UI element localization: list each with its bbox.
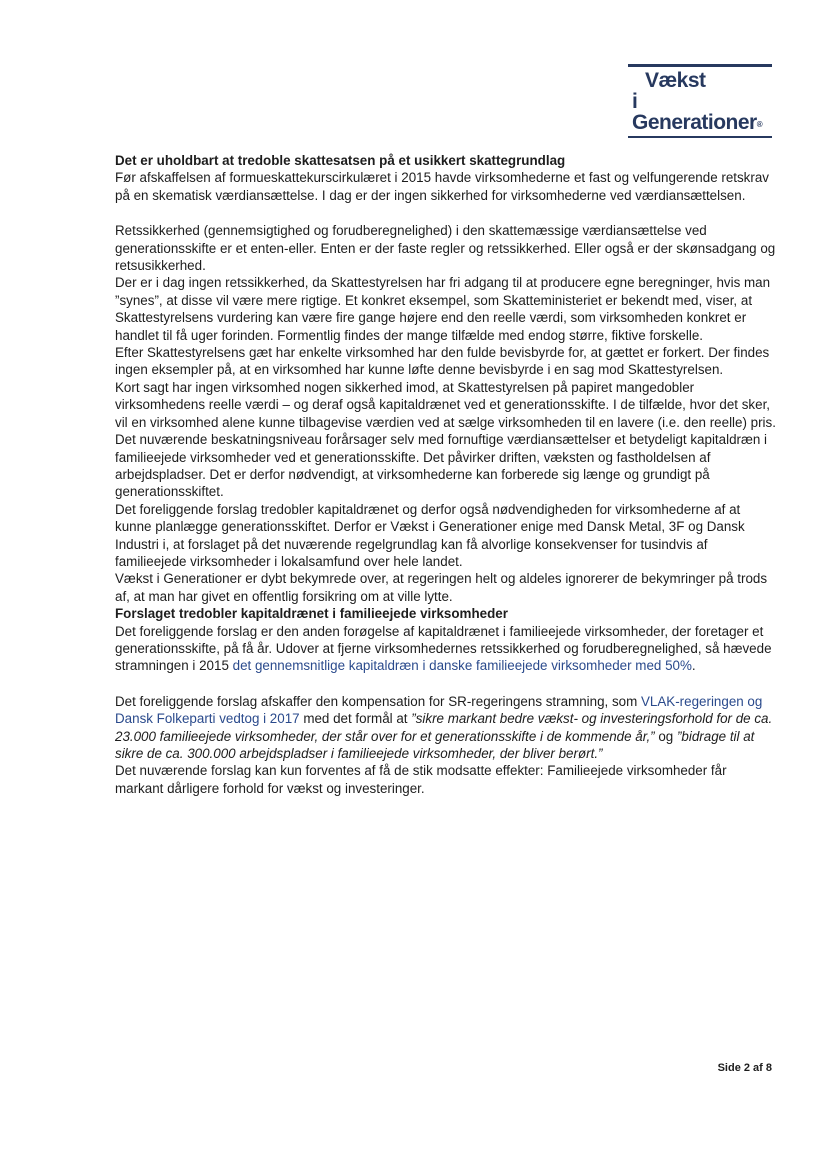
section-1-paragraph-8: Vækst i Generationer er dybt bekymrede over, at regeringen helt og aldeles ignorerer de bekymringer på trods af, at man har givet en offentlig forsikring om at ville lytte.: [115, 571, 768, 604]
section-1-paragraph-5: Kort sagt har ingen virksomhed nogen sikkerhed imod, at Skattestyrelsen på papiret mangedobler virksomhedens reelle værdi – og deraf også kapitaldrænet ved et generationsskifte. I de tilfælde, hvor det sker, vil en virksomhed alene kunne tilbagevise værdien ved at sælge virksomheden til en lavere (i.e. den reelle) pris.: [115, 379, 776, 430]
logo-line-2-text: i Generationer: [632, 90, 757, 134]
section-1-intro: [115, 152, 777, 204]
document-body: [115, 152, 777, 797]
section-2-paragraph-1-end: .: [691, 658, 696, 674]
section-1-paragraph-2: Retssikkerhed (gennemsigtighed og forudberegnelighed) i den skattemæssige værdiansættelse ved generationsskifte er et enten-eller. Enten er der faste regler og retssikkerhed. Eller også er der skønsadgang og retsusikkerhed.: [115, 223, 776, 274]
section-2-paragraph-1: [115, 623, 777, 675]
section-2-paragraph-2-text-1: Det foreliggende forslag afskaffer den kompensation for SR-regeringens stramning, som: [115, 693, 641, 709]
section-1-paragraph-4: Efter Skattestyrelsens gæt har enkelte virksomhed har den fulde bevisbyrde for, at gættet er forkert. Der findes ingen eksempler på, at en virksomhed har kunne løfte denne bevisbyrde i en sag mod Skattestyrelsen.: [115, 345, 770, 378]
logo-registered-mark: ®: [756, 120, 763, 129]
section-2-heading: Forslaget tredobler kapitaldrænet i familieejede virksomheder: [115, 606, 508, 622]
vlak-agreement-link[interactable]: VLAK-regeringen og Dansk Folkeparti vedtog i 2017: [115, 693, 763, 727]
section-1-paragraph-7: Det foreliggende forslag tredobler kapitaldrænet og derfor også nødvendigheden for virksomhederne af at kunne planlægge generationsskiftet. Derfor er Vækst i Generationer enige med Dansk Metal, 3F og Dansk Industri i, at forslaget på det nuværende regelgrundlag kan få alvorlige konsekvenser for tusindvis af familieejede virksomheder i lokalsamfund over hele landet.: [115, 501, 745, 569]
page-number: Side 2 af 8: [717, 1062, 772, 1074]
quote-2: ”bidrage til at sikre de ca. 300.000 arbejdspladser i familieejede virksomheder, der bliver berørt.”: [115, 728, 755, 761]
section-1-paragraph-6: Det nuværende beskatningsniveau forårsager selv med fornuftige værdiansættelser et betydeligt kapitaldræn i familieejede virksomheder ved et generationsskifte. Det påvirker driften, væksten og fastholdelsen af arbejdspladser. Det er derfor nødvendigt, at virksomhederne kan forberede sig længe og grundigt på generationsskiftet.: [115, 432, 768, 500]
section-1-paragraph-3: Der er i dag ingen retssikkerhed, da Skattestyrelsen har fri adgang til at producere egne beregninger, hvis man ”synes”, at disse vil være mere rigtige. Et konkret eksempel, som Skatteministeriet er bekendt med, viser, at Skattestyrelsens vurdering kan være fire gange højere end den reelle værdi, som virksomheden konkret er handlet til få uger forinden. Formentlig findes der mange tilfælde med endog større, fiktive forskelle.: [115, 275, 771, 343]
logo-line-1: Vækst: [645, 69, 706, 92]
section-1-heading: Det er uholdbart at tredoble skattesatsen på et usikkert skattegrundlag: [115, 153, 566, 168]
section-2-intro: [115, 605, 777, 675]
section-2-paragraph-3: Det nuværende forslag kan kun forventes af få de stik modsatte effekter: Familieejede virksomheder får markant dårligere forhold for vækst og investeringer.: [115, 763, 727, 796]
logo-line-2: [628, 91, 772, 133]
capital-drain-link[interactable]: det gennemsnitlige kapitaldræn i danske familieejede virksomheder med 50%: [232, 658, 692, 674]
logo-bottom-rule: [628, 136, 772, 138]
logo: [628, 64, 772, 138]
logo-top-rule: [628, 64, 772, 67]
quote-1: ”sikre markant bedre vækst- og investeringsforhold for de ca. 23.000 familieejede virksomheder, der står over for et generationsskifte i de kommende år,”: [115, 711, 773, 744]
section-2-paragraph-2: [115, 693, 777, 763]
section-1-paragraph-1: Før afskaffelsen af formueskattekurscirkulæret i 2015 havde virksomhederne et fast og velfungerende retskrav på en skematisk værdiansættelse. I dag er der ingen sikkerhed for virksomhederne ved værdiansættelsen.: [115, 170, 769, 203]
section-2-paragraph-2-text-2: med det formål at: [299, 711, 412, 727]
section-2-paragraph-2-text-3: og: [654, 728, 677, 744]
section-2-paragraph-1-text: Det foreliggende forslag er den anden forøgelse af kapitaldrænet i familieejede virksomheder, der foretager et generationsskifte, på få år. Udover at fjerne virksomhedernes retssikkerhed og forudberegnelighed, så hævede stramningen i 2015: [115, 623, 772, 674]
